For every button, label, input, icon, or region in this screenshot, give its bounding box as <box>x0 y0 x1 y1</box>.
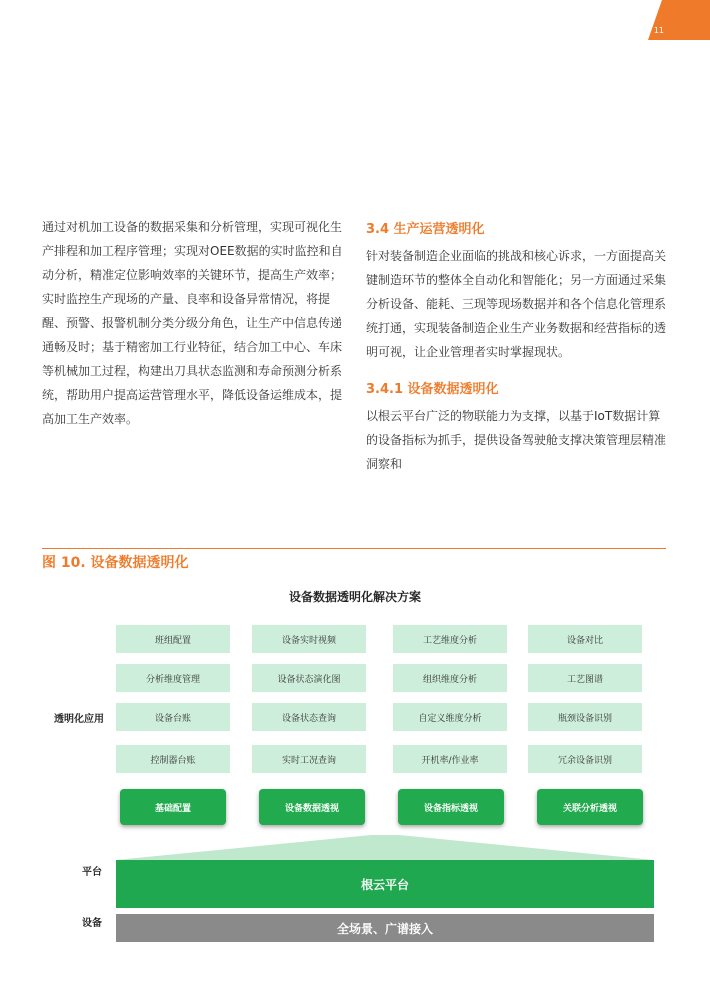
app-cell: 班组配置 <box>116 625 230 653</box>
app-cell: 瓶颈设备识别 <box>528 703 642 731</box>
app-cell: 设备实时视频 <box>252 625 366 653</box>
app-cell: 组织维度分析 <box>393 664 507 692</box>
app-cell: 工艺图谱 <box>528 664 642 692</box>
page-number: 11 <box>653 26 664 35</box>
app-cell: 设备状态演化图 <box>252 664 366 692</box>
right-column <box>366 220 670 476</box>
device-bar: 全场景、广谱接入 <box>116 914 654 942</box>
device-data-view-block: 设备数据透视 <box>259 789 365 825</box>
section-paragraph-3-4: 针对装备制造企业面临的挑战和核心诉求，一方面提高关键制造环节的整体全自动化和智能化；另一方面通过采集分析设备、能耗、三现等现场数据并和各个信息化管理系统打通，实现装备制造企业生产业务数据和经营指标的透明可视，让企业管理者实时掌握现状。 <box>366 249 667 359</box>
app-cell: 实时工况查询 <box>252 745 366 773</box>
app-cell: 控制器台账 <box>116 745 230 773</box>
app-cell: 设备对比 <box>528 625 642 653</box>
row-label-device: 设备 <box>82 918 102 929</box>
section-heading-3-4-1: 3.4.1 设备数据透明化 <box>366 382 499 397</box>
platform-bar: 根云平台 <box>116 860 654 908</box>
correlation-view-block: 关联分析透视 <box>537 789 643 825</box>
app-cell: 自定义维度分析 <box>393 703 507 731</box>
app-cell: 冗余设备识别 <box>528 745 642 773</box>
left-column <box>42 215 347 431</box>
basic-config-block: 基础配置 <box>120 789 226 825</box>
left-paragraph: 通过对机加工设备的数据采集和分析管理，实现可视化生产排程和加工程序管理；实现对OEE数据的实时监控和自动分析，精准定位影响效率的关键环节，提高生产效率；实时监控生产现场的产量、良率和设备异常情况，将提醒、预警、报警机制分类分级分角色，让生产中信息传递通畅及时；基于精密加工行业特征，结合加工中心、车床等机械加工过程，构建出刀具状态监测和寿命预测分析系统，帮助用户提高运营管理水平，降低设备运维成本，提高加工生产效率。 <box>42 220 343 426</box>
app-cell: 设备状态查询 <box>252 703 366 731</box>
app-cell: 工艺维度分析 <box>393 625 507 653</box>
figure-caption: 图 10. 设备数据透明化 <box>42 555 189 571</box>
app-cell: 分析维度管理 <box>116 664 230 692</box>
diagram-title: 设备数据透明化解决方案 <box>288 590 421 604</box>
row-label-app: 透明化应用 <box>54 714 104 725</box>
platform-connector-shape <box>116 835 654 860</box>
device-metric-view-block: 设备指标透视 <box>398 789 504 825</box>
figure-divider <box>42 548 666 549</box>
row-label-platform: 平台 <box>82 867 102 878</box>
app-cell: 开机率/作业率 <box>393 745 507 773</box>
section-paragraph-3-4-1: 以根云平台广泛的物联能力为支撑，以基于IoT数据计算的设备指标为抓手，提供设备驾驶舱支撑决策管理层精准洞察和 <box>366 409 667 471</box>
app-cell: 设备台账 <box>116 703 230 731</box>
section-heading-3-4: 3.4 生产运营透明化 <box>366 222 485 237</box>
